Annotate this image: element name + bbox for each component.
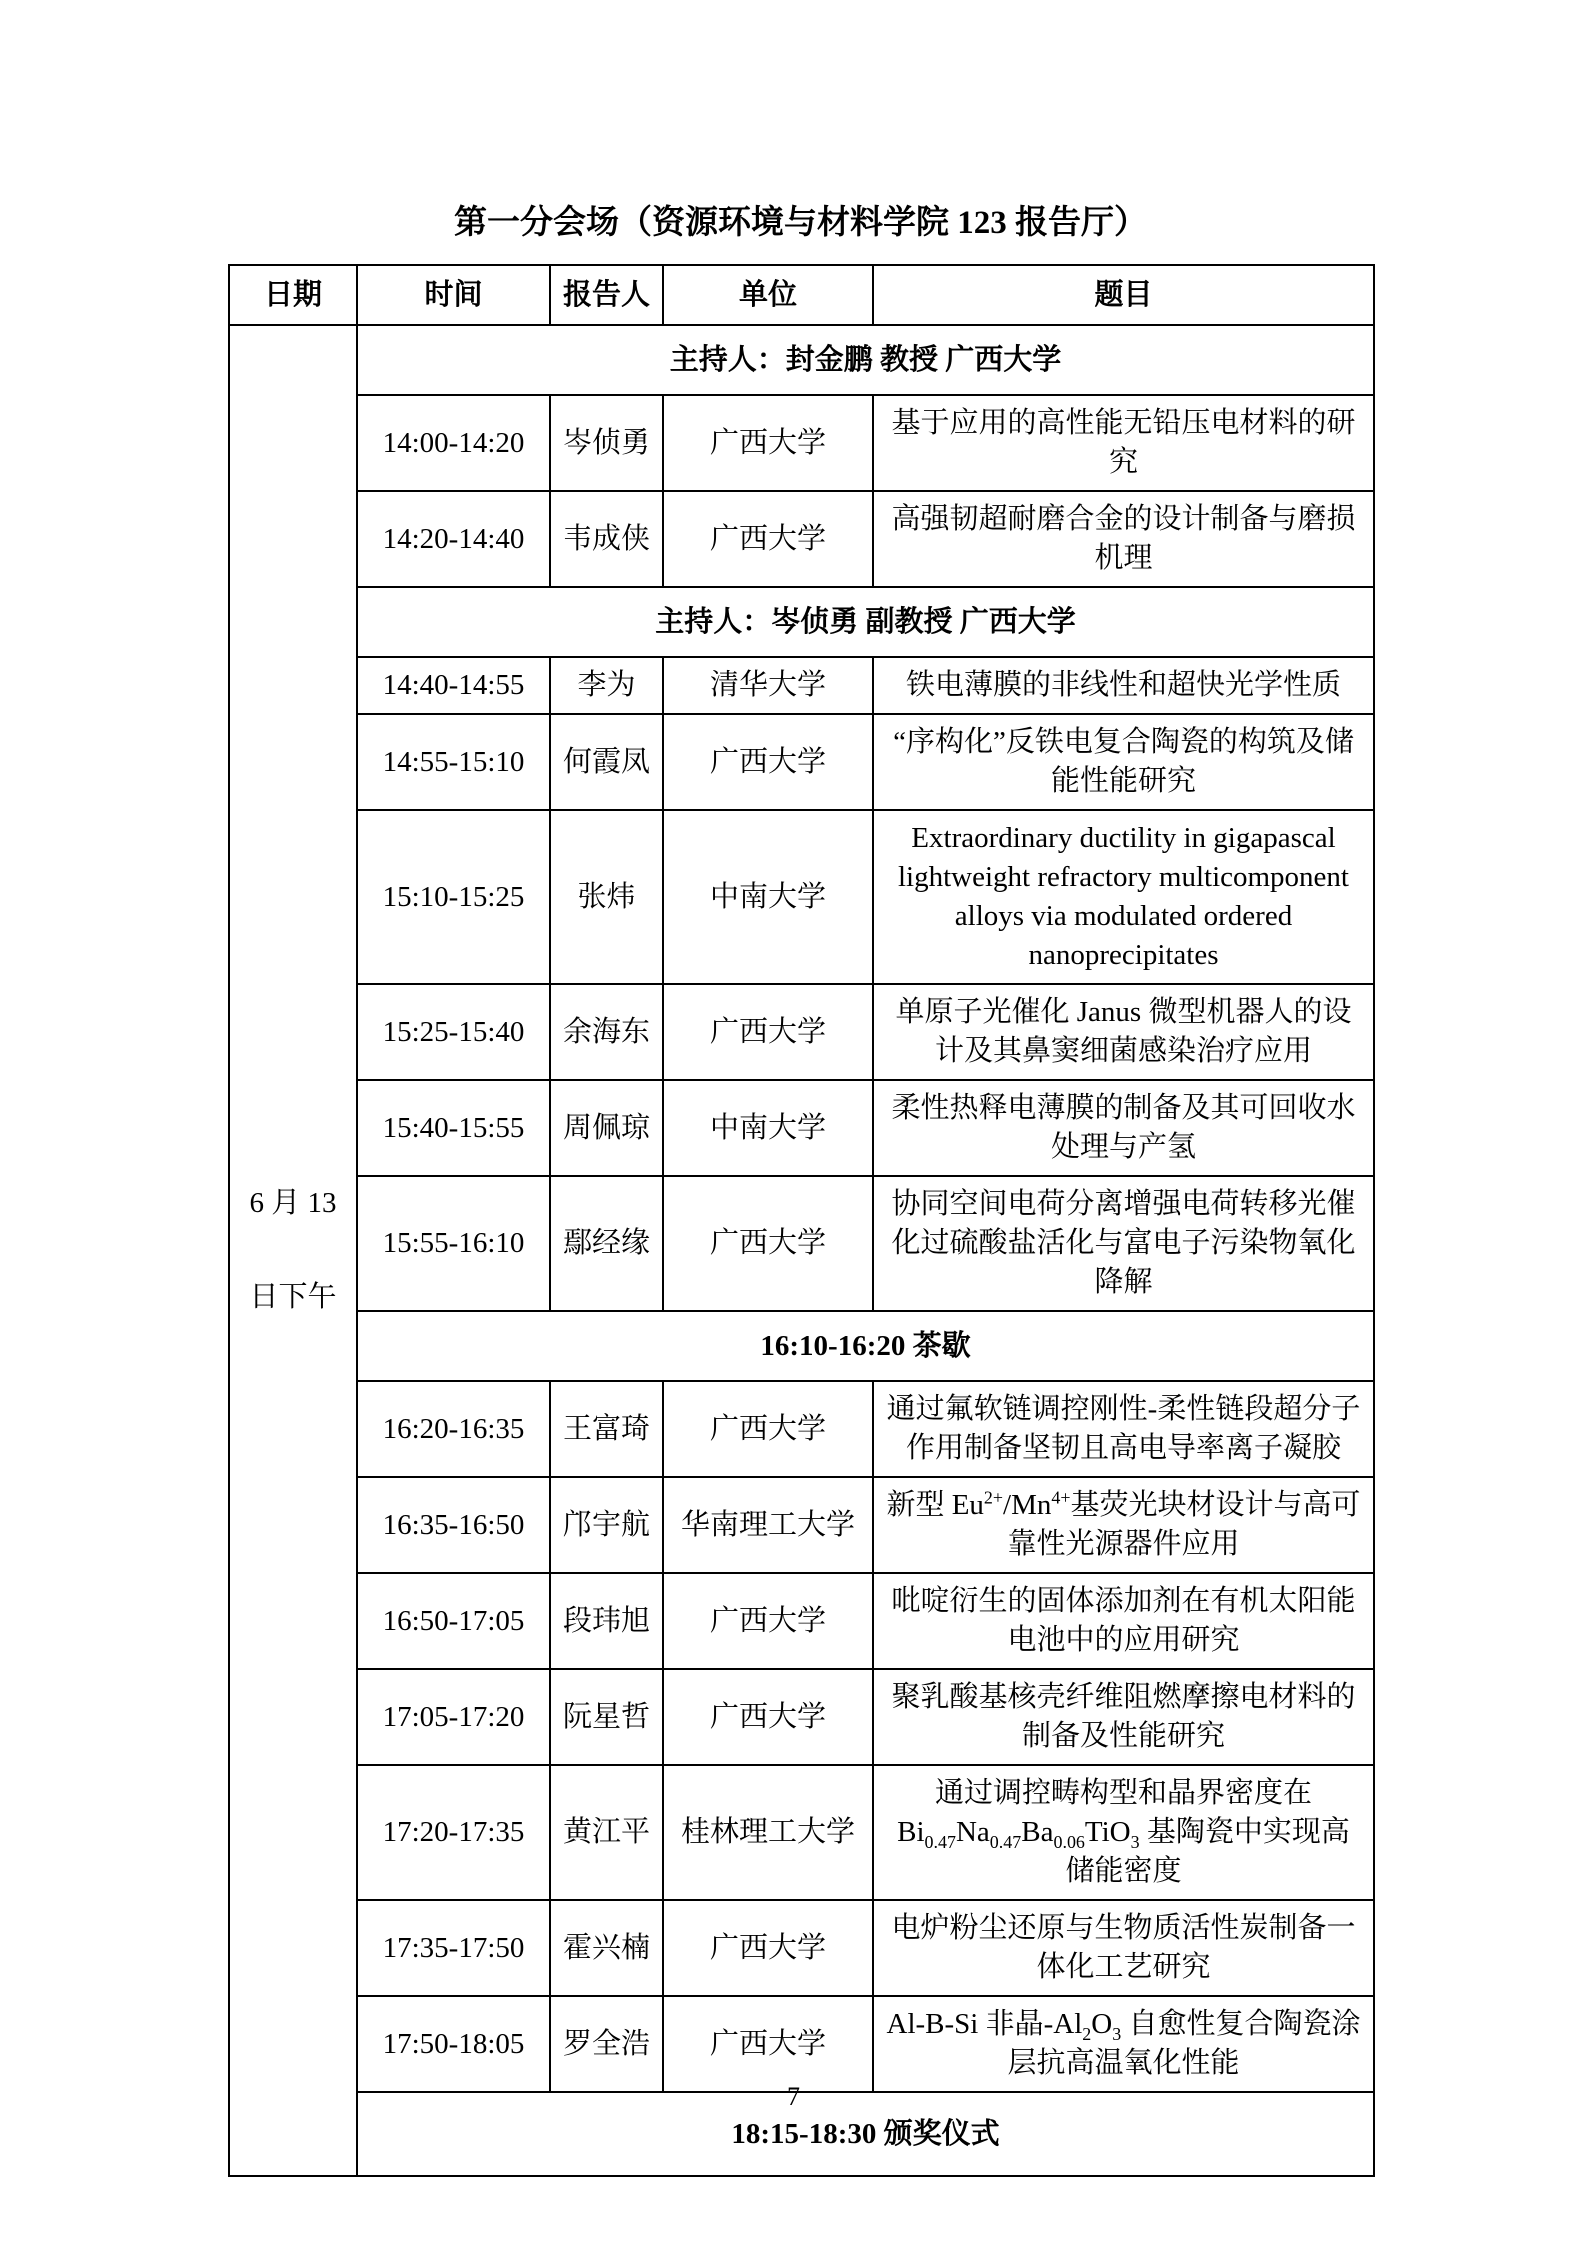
talk-title-cell: 电炉粉尘还原与生物质活性炭制备一体化工艺研究 <box>873 1900 1374 1996</box>
talk-speaker-cell: 何霞凤 <box>550 714 663 810</box>
talk-title-cell: Extraordinary ductility in gigapascal lightweight refractory multicomponent alloys via modulated ordered nanoprecipitates <box>873 810 1374 984</box>
talk-row <box>229 1573 1374 1669</box>
talk-title-cell: 基于应用的高性能无铅压电材料的研究 <box>873 395 1374 491</box>
session-chair-label: 主持人：封金鹏 教授 广西大学 <box>357 325 1374 395</box>
talk-time-cell: 16:50-17:05 <box>357 1573 550 1669</box>
talk-org-cell: 广西大学 <box>663 491 873 587</box>
award-ceremony-label: 18:15-18:30 颁奖仪式 <box>357 2092 1374 2176</box>
talk-org-cell: 清华大学 <box>663 657 873 714</box>
talk-speaker-cell: 岑侦勇 <box>550 395 663 491</box>
talk-row <box>229 714 1374 810</box>
session-row <box>229 325 1374 395</box>
talk-row <box>229 1176 1374 1311</box>
talk-time-cell: 16:20-16:35 <box>357 1381 550 1477</box>
talk-title-cell: 聚乳酸基核壳纤维阻燃摩擦电材料的制备及性能研究 <box>873 1669 1374 1765</box>
talk-row <box>229 1669 1374 1765</box>
date-line-2: 日下午 <box>249 1281 337 1313</box>
column-header-date: 日期 <box>229 265 357 325</box>
talk-title-cell: 通过调控畴构型和晶界密度在 $Bi_{0.47}Na_{0.47}Ba_{0.06}TiO_3$ 基陶瓷中实现高储能密度 <box>873 1765 1374 1900</box>
talk-org-cell: 中南大学 <box>663 1080 873 1176</box>
date-line-1: 6 月 13 <box>249 1187 337 1219</box>
page-title: 第一分会场（资源环境与材料学院 123 报告厅） <box>454 205 1147 241</box>
talk-row <box>229 1477 1374 1573</box>
talk-speaker-cell: 张炜 <box>550 810 663 984</box>
talk-time-cell: 17:35-17:50 <box>357 1900 550 1996</box>
talk-time-cell: 15:40-15:55 <box>357 1080 550 1176</box>
session-chair-label: 主持人：岑侦勇 副教授 广西大学 <box>357 587 1374 657</box>
talk-row <box>229 1900 1374 1996</box>
talk-title-cell: Al-B-Si 非晶$-Al_2O_3$ 自愈性复合陶瓷涂层抗高温氧化性能 <box>873 1996 1374 2092</box>
talk-row <box>229 810 1374 984</box>
talk-title-cell: 吡啶衍生的固体添加剂在有机太阳能电池中的应用研究 <box>873 1573 1374 1669</box>
talk-time-cell: 17:05-17:20 <box>357 1669 550 1765</box>
talk-time-cell: 17:20-17:35 <box>357 1765 550 1900</box>
talk-org-cell: 广西大学 <box>663 1381 873 1477</box>
talk-org-cell: 桂林理工大学 <box>663 1765 873 1900</box>
break-row <box>229 1311 1374 1381</box>
talk-time-cell: 16:35-16:50 <box>357 1477 550 1573</box>
talk-row <box>229 1381 1374 1477</box>
header-row <box>229 265 1374 325</box>
talk-speaker-cell: 罗全浩 <box>550 1996 663 2092</box>
talk-org-cell: 广西大学 <box>663 1996 873 2092</box>
talk-time-cell: 15:55-16:10 <box>357 1176 550 1311</box>
talk-speaker-cell: 王富琦 <box>550 1381 663 1477</box>
talk-speaker-cell: 阮星哲 <box>550 1669 663 1765</box>
talk-time-cell: 14:00-14:20 <box>357 395 550 491</box>
talk-row <box>229 1080 1374 1176</box>
talk-title-cell: 高强韧超耐磨合金的设计制备与磨损机理 <box>873 491 1374 587</box>
talk-speaker-cell: 李为 <box>550 657 663 714</box>
talk-title-cell: 单原子光催化 Janus 微型机器人的设计及其鼻窦细菌感染治疗应用 <box>873 984 1374 1080</box>
talk-time-cell: 15:25-15:40 <box>357 984 550 1080</box>
talk-speaker-cell: 霍兴楠 <box>550 1900 663 1996</box>
column-header-time: 时间 <box>357 265 550 325</box>
talk-row <box>229 657 1374 714</box>
session-row <box>229 587 1374 657</box>
talk-title-cell: 新型 $Eu^{2+}/Mn^{4+}$基荧光块材设计与高可靠性光源器件应用 <box>873 1477 1374 1573</box>
schedule-table <box>228 264 1375 2177</box>
talk-time-cell: 15:10-15:25 <box>357 810 550 984</box>
column-header-topic: 题目 <box>873 265 1374 325</box>
talk-org-cell: 广西大学 <box>663 1669 873 1765</box>
talk-org-cell: 广西大学 <box>663 984 873 1080</box>
talk-speaker-cell: 韦成侠 <box>550 491 663 587</box>
talk-org-cell: 广西大学 <box>663 1176 873 1311</box>
column-header-speaker: 报告人 <box>550 265 663 325</box>
talk-speaker-cell: 邝宇航 <box>550 1477 663 1573</box>
talk-org-cell: 中南大学 <box>663 810 873 984</box>
talk-time-cell: 14:55-15:10 <box>357 714 550 810</box>
talk-title-cell: 通过氟软链调控刚性-柔性链段超分子作用制备坚韧且高电导率离子凝胶 <box>873 1381 1374 1477</box>
talk-speaker-cell: 周佩琼 <box>550 1080 663 1176</box>
talk-row <box>229 984 1374 1080</box>
page-number: 7 <box>787 2082 800 2111</box>
talk-title-cell: 铁电薄膜的非线性和超快光学性质 <box>873 657 1374 714</box>
talk-row <box>229 395 1374 491</box>
talk-speaker-cell: 段玮旭 <box>550 1573 663 1669</box>
talk-row <box>229 491 1374 587</box>
tea-break-label: 16:10-16:20 茶歇 <box>357 1311 1374 1381</box>
talk-org-cell: 广西大学 <box>663 395 873 491</box>
talk-org-cell: 广西大学 <box>663 1900 873 1996</box>
talk-org-cell: 华南理工大学 <box>663 1477 873 1573</box>
talk-row <box>229 1765 1374 1900</box>
talk-time-cell: 14:20-14:40 <box>357 491 550 587</box>
talk-speaker-cell: 鄢经缘 <box>550 1176 663 1311</box>
date-cell <box>229 325 357 2176</box>
talk-title-cell: 协同空间电荷分离增强电荷转移光催化过硫酸盐活化与富电子污染物氧化降解 <box>873 1176 1374 1311</box>
talk-title-cell: “序构化”反铁电复合陶瓷的构筑及储能性能研究 <box>873 714 1374 810</box>
talk-title-cell: 柔性热释电薄膜的制备及其可回收水处理与产氢 <box>873 1080 1374 1176</box>
talk-speaker-cell: 黄江平 <box>550 1765 663 1900</box>
talk-org-cell: 广西大学 <box>663 714 873 810</box>
talk-speaker-cell: 余海东 <box>550 984 663 1080</box>
talk-time-cell: 14:40-14:55 <box>357 657 550 714</box>
talk-row <box>229 1996 1374 2092</box>
column-header-org: 单位 <box>663 265 873 325</box>
talk-org-cell: 广西大学 <box>663 1573 873 1669</box>
talk-time-cell: 17:50-18:05 <box>357 1996 550 2092</box>
